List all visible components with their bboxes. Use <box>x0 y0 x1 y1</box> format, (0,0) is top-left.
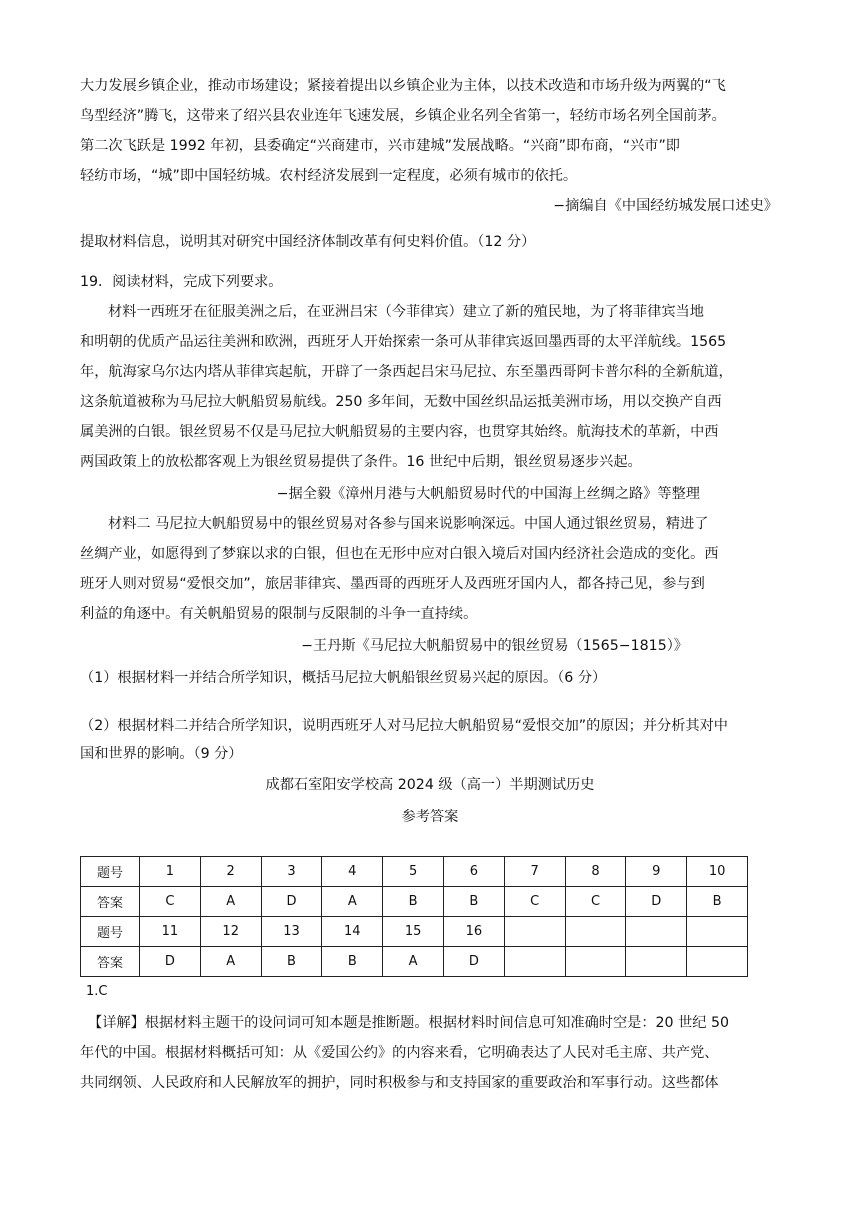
table-cell: B <box>383 887 444 917</box>
table-cell: A <box>322 887 383 917</box>
sub-question-1: （1）根据材料一并结合所学知识，概括马尼拉大帆船银丝贸易兴起的原因。（6 分） <box>80 670 607 686</box>
material1-line: 两国政策上的放松都客观上为银丝贸易提供了条件。16 世纪中后期，银丝贸易逐步兴起。 <box>80 454 642 470</box>
explanation-line: 年代的中国。根据材料概括可知：从《爱国公约》的内容来看，它明确表达了人民对毛主席、共产党、 <box>80 1045 719 1061</box>
table-cell: 8 <box>565 857 626 887</box>
material-line: 鸟型经济”腾飞，这带来了绍兴县农业连年飞速发展，乡镇企业名列全省第一，轻纺市场名列全国前茅。 <box>80 108 726 124</box>
table-cell <box>504 917 565 947</box>
table-cell: D <box>261 887 322 917</box>
table-cell <box>687 947 748 977</box>
table-cell <box>565 947 626 977</box>
table-cell: 7 <box>504 857 565 887</box>
table-cell: A <box>200 947 261 977</box>
table-cell: 12 <box>200 917 261 947</box>
table-cell: 4 <box>322 857 383 887</box>
table-cell <box>626 917 687 947</box>
table-cell: 1 <box>140 857 201 887</box>
table-cell <box>504 947 565 977</box>
material1-line: 和明朝的优质产品运往美洲和欧洲，西班牙人开始探索一条可从菲律宾返回墨西哥的太平洋航线。1565 <box>80 334 727 350</box>
table-cell: 13 <box>261 917 322 947</box>
table-cell: A <box>383 947 444 977</box>
table-cell: B <box>261 947 322 977</box>
material1-line: 年，航海家乌尔达内塔从菲律宾起航，开辟了一条西起吕宋马尼拉、东至墨西哥阿卡普尔科的全新航道， <box>80 364 733 380</box>
table-cell: C <box>140 887 201 917</box>
sub-question-2: 国和世界的影响。（9 分） <box>80 746 243 762</box>
table-cell: 答案 <box>81 947 140 977</box>
table-cell: 6 <box>443 857 504 887</box>
table-cell: 2 <box>200 857 261 887</box>
material2-line: 利益的角逐中。有关帆船贸易的限制与反限制的斗争一直持续。 <box>80 606 478 622</box>
table-cell: D <box>626 887 687 917</box>
table-cell <box>626 947 687 977</box>
material2-source: −王丹斯《马尼拉大帆船贸易中的银丝贸易（1565−1815）》 <box>301 638 688 654</box>
table-cell: 14 <box>322 917 383 947</box>
material-line: 第二次飞跃是 1992 年初，县委确定“兴商建市，兴市建城”发展战略。“兴商”即布商，“兴市”即 <box>80 138 680 154</box>
table-row <box>81 857 748 887</box>
table-cell <box>687 917 748 947</box>
material2-line: 丝绸产业，如愿得到了梦寐以求的白银，但也在无形中应对白银入境后对国内经济社会造成的变化。西 <box>80 546 719 562</box>
table-cell: 5 <box>383 857 444 887</box>
question-heading: 19．阅读材料，完成下列要求。 <box>80 274 283 290</box>
material1-source: −据全毅《漳州月港与大帆船贸易时代的中国海上丝绸之路》等整理 <box>276 486 700 502</box>
table-cell <box>565 917 626 947</box>
table-cell: C <box>565 887 626 917</box>
table-row <box>81 947 748 977</box>
table-cell: B <box>322 947 383 977</box>
table-cell: 3 <box>261 857 322 887</box>
material1-line: 这条航道被称为马尼拉大帆船贸易航线。250 多年间，无数中国丝织品运抵美洲市场，用以交换产自西 <box>80 394 722 410</box>
material2-line: 班牙人则对贸易“爱恨交加”，旅居菲律宾、墨西哥的西班牙人及西班牙国内人，都各持己见，参与到 <box>80 576 705 592</box>
answer-title: 成都石室阳安学校高 2024 级（高一）半期测试历史 <box>265 777 595 793</box>
explanation-item: 1.C <box>86 984 108 999</box>
table-cell: 题号 <box>81 857 140 887</box>
table-cell: C <box>504 887 565 917</box>
table-cell: D <box>140 947 201 977</box>
sub-question-2: （2）根据材料二并结合所学知识，说明西班牙人对马尼拉大帆船贸易“爱恨交加”的原因；并分析其对中 <box>80 718 728 734</box>
material-source: −摘编自《中国经纺城发展口述史》 <box>553 198 778 214</box>
material1-line: 材料一西班牙在征服美洲之后，在亚洲吕宋（今菲律宾）建立了新的殖民地，为了将菲律宾当地 <box>108 304 704 320</box>
table-row <box>81 917 748 947</box>
table-cell: 答案 <box>81 887 140 917</box>
table-row <box>81 887 748 917</box>
table-cell: D <box>443 947 504 977</box>
question-prompt: 提取材料信息，说明其对研究中国经济体制改革有何史料价值。（12 分） <box>80 234 536 250</box>
table-cell: 10 <box>687 857 748 887</box>
material-line: 大力发展乡镇企业，推动市场建设；紧接着提出以乡镇企业为主体，以技术改造和市场升级为两翼的“飞 <box>80 78 726 94</box>
table-cell: A <box>200 887 261 917</box>
table-cell: 16 <box>443 917 504 947</box>
table-cell: B <box>687 887 748 917</box>
answer-subtitle: 参考答案 <box>401 809 459 825</box>
material1-line: 属美洲的白银。银丝贸易不仅是马尼拉大帆船贸易的主要内容，也贯穿其始终。航海技术的革新，中西 <box>80 424 719 440</box>
explanation-line: 【详解】根据材料主题干的设问词可知本题是推断题。根据材料时间信息可知准确时空是：20 世纪 50 <box>88 1015 730 1031</box>
table-cell: 11 <box>140 917 201 947</box>
material2-line: 材料二 马尼拉大帆船贸易中的银丝贸易对各参与国来说影响深远。中国人通过银丝贸易，精进了 <box>108 516 709 532</box>
table-cell: 题号 <box>81 917 140 947</box>
table-cell: 9 <box>626 857 687 887</box>
table-cell: 15 <box>383 917 444 947</box>
explanation-line: 共同纲领、人民政府和人民解放军的拥护，同时积极参与和支持国家的重要政治和军事行动。这些都体 <box>80 1075 719 1091</box>
material-line: 轻纺市场，“城”即中国轻纺城。农村经济发展到一定程度，必须有城市的依托。 <box>80 168 578 184</box>
table-cell: B <box>443 887 504 917</box>
answer-table <box>80 856 748 977</box>
